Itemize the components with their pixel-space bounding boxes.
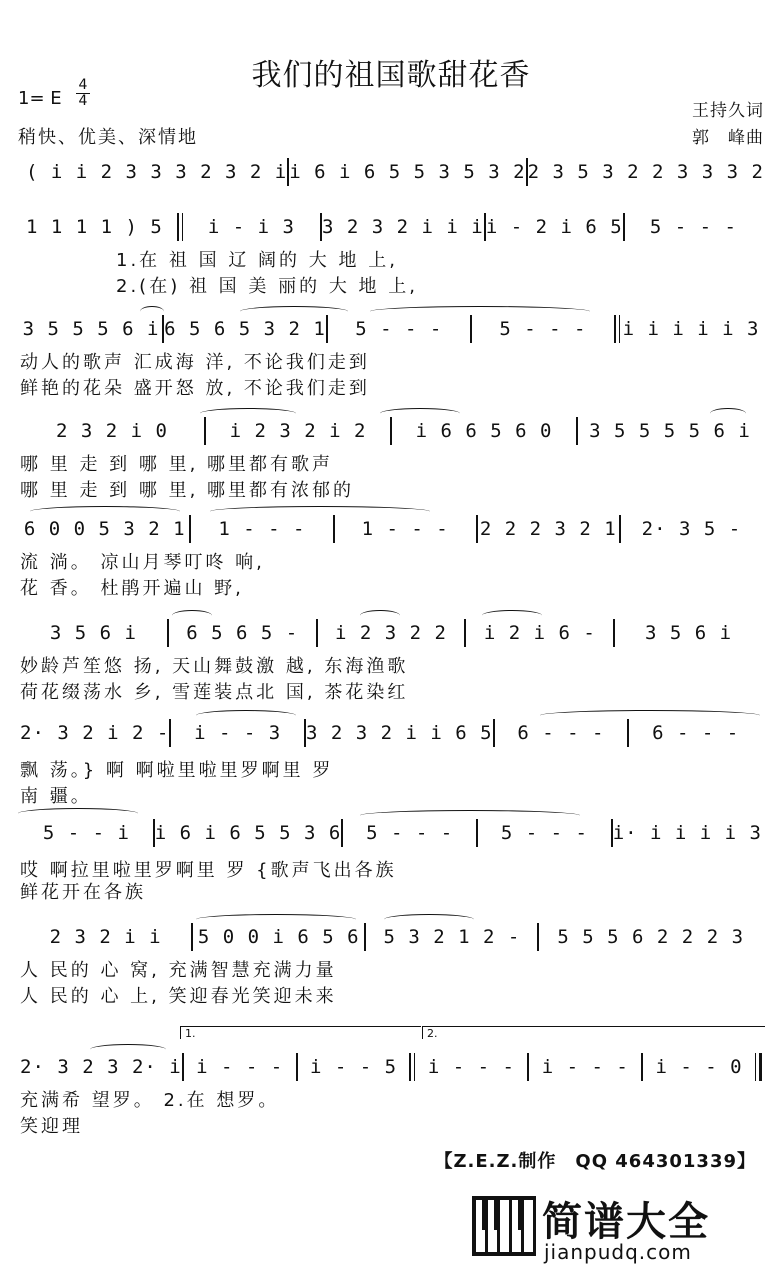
lyric-line-2: 鲜艳的花朵 盛开怒 放, 不论我们走到 (20, 378, 370, 399)
score-system-9 (0, 920, 782, 1010)
maker-credit: 【Z.E.Z.制作 QQ 464301339】 (434, 1151, 756, 1172)
notes-row (20, 716, 762, 750)
measure: 2· 3 5 - (641, 518, 742, 540)
score-system-4 (0, 414, 782, 504)
score-system-2 (0, 210, 782, 300)
song-title: 我们的祖国歌甜花香 (251, 58, 531, 93)
measure: 5 - - - (500, 822, 588, 844)
measure: 6 5 6 5 - (186, 622, 299, 644)
measure: i 6 i 6 5 5 3 5 3 2 (289, 161, 526, 183)
measure: i 2 3 2 i 2 (229, 420, 367, 442)
measure: 2· 3 2 i 2 - (20, 722, 170, 744)
measure: 1 1 1 1 ) 5 (26, 216, 163, 238)
lyric-line-1: 妙龄芦笙悠 扬, 天山舞鼓激 越, 东海渔歌 (20, 656, 409, 677)
score-system-3 (0, 312, 782, 402)
score-system-7 (0, 716, 782, 806)
measure: i - - 0 (655, 1056, 743, 1078)
score-system-10 (0, 1027, 782, 1140)
measure: 5 - - - (499, 318, 587, 340)
measure: 5 - - i (42, 822, 130, 844)
lyric-line-2: 2.(在) 祖 国 美 丽的 大 地 上, (116, 276, 418, 297)
logo-url[interactable]: jianpudq.com (544, 1240, 692, 1264)
measure: i 2 3 2 2 (335, 622, 447, 644)
lyric-line-1: 飘 荡。} 啊 啊啦里啦里罗啊里 罗 (20, 760, 334, 781)
measure: i 6 i 6 5 5 3 6 (154, 822, 342, 844)
time-signature-bottom: 4 (78, 93, 88, 109)
measure: 3 2 3 2 i i 6 5 (305, 722, 493, 744)
measure: 3 5 6 i (49, 622, 137, 644)
measure: i i i i i 3 (622, 318, 760, 340)
measure: i· i i i i 3 (612, 822, 762, 844)
time-signature-top: 4 (78, 77, 88, 93)
measure: 5 3 2 1 2 - (383, 926, 521, 948)
measure: i - 2 i 6 5 (485, 216, 623, 238)
tempo-marking: 稍快、优美、深情地 (18, 127, 198, 148)
lyric-line-1: 哎 啊拉里啦里罗啊里 罗 {歌声飞出各族 (20, 860, 397, 881)
measure: 2 3 2 i 0 (56, 420, 168, 442)
volta-1: 1. (180, 1026, 421, 1039)
lyric-line-2: 人 民的 心 上, 笑迎春光笑迎未来 (20, 986, 337, 1007)
measure: 5 - - - (649, 216, 737, 238)
notes-row (20, 512, 762, 546)
lyric-line-2: 荷花缀荡水 乡, 雪莲装点北 国, 茶花染红 (20, 682, 409, 703)
score-system-5 (0, 512, 782, 602)
measure: i - - - (196, 1056, 284, 1078)
final-barline (755, 1053, 762, 1081)
measure: 2 3 5 3 2 2 3 3 3 2 (527, 161, 764, 183)
notes-row (20, 155, 762, 189)
measure: 2 3 2 i i (49, 926, 162, 948)
notes-row (20, 210, 762, 244)
measure: 1 - - - (361, 518, 449, 540)
notes-row (20, 920, 762, 954)
notes-row (20, 414, 762, 448)
lyric-line-2: 南 疆。 (20, 786, 92, 807)
measure: 3 5 6 i (645, 622, 733, 644)
measure: 3 5 5 5 5 6 i (589, 420, 751, 442)
measure: 6 0 0 5 3 2 1 (23, 518, 186, 540)
notes-row (20, 1050, 762, 1084)
lyric-line-1: 1.在 祖 国 辽 阔的 大 地 上, (116, 250, 398, 271)
score-system-1 (0, 155, 782, 215)
measure: i 2 i 6 - (483, 622, 596, 644)
time-signature (76, 78, 90, 109)
lyric-line-1: 动人的歌声 汇成海 洋, 不论我们走到 (20, 352, 370, 373)
measure: 6 5 6 5 3 2 1 (164, 318, 326, 340)
score-system-8 (0, 816, 782, 906)
measure: 6 - - - (652, 722, 740, 744)
measure: 1 - - - (218, 518, 306, 540)
lyric-line-2: 哪 里 走 到 哪 里, 哪里都有浓郁的 (20, 480, 355, 501)
composer-credit: 郭 峰曲 (692, 128, 764, 148)
measure: 5 - - - (366, 822, 454, 844)
key-signature: 1= E (18, 88, 62, 109)
measure: i - - 5 (309, 1056, 398, 1078)
lyric-line-1: 流 淌。 凉山月琴叮咚 响, (20, 552, 265, 573)
measure: i - - - (427, 1056, 515, 1078)
lyric-line-1: 人 民的 心 窝, 充满智慧充满力量 (20, 960, 337, 981)
lyric-line-2: 笑迎理 (20, 1116, 83, 1137)
measure: i - i 3 (207, 216, 295, 238)
piano-keys-icon (472, 1196, 536, 1256)
measure: i 6 6 5 6 0 (415, 420, 553, 442)
measure: 3 5 5 5 6 i (22, 318, 160, 340)
notes-row (20, 312, 762, 346)
score-system-6 (0, 616, 782, 706)
measure: 2 2 2 3 2 1 (479, 518, 617, 540)
measure: ( i i 2 3 3 3 2 3 2 i (26, 161, 288, 183)
measure: 2· 3 2 3 2· i (20, 1056, 182, 1078)
logo-name: 简谱大全 (542, 1199, 710, 1245)
lyric-line-1: 哪 里 走 到 哪 里, 哪里都有歌声 (20, 454, 334, 475)
notes-row (20, 616, 762, 650)
notes-row (20, 816, 762, 850)
measure: i - - - (541, 1056, 629, 1078)
lyricist-credit: 王持久词 (692, 101, 764, 121)
measure: 3 2 3 2 i i i (322, 216, 484, 238)
measure: 6 - - - (517, 722, 605, 744)
lyric-line-1: 充满希 望罗。 2.在 想罗。 (20, 1090, 280, 1111)
measure: i - - 3 (194, 722, 282, 744)
lyric-line-2: 鲜花开在各族 (20, 882, 146, 903)
lyric-line-2: 花 香。 杜鹃开遍山 野, (20, 578, 244, 599)
measure: 5 5 5 6 2 2 2 3 (557, 926, 745, 948)
volta-2: 2. (422, 1026, 765, 1039)
site-logo[interactable] (472, 1190, 772, 1270)
measure: 5 - - - (355, 318, 443, 340)
measure: 5 0 0 i 6 5 6 (197, 926, 360, 948)
